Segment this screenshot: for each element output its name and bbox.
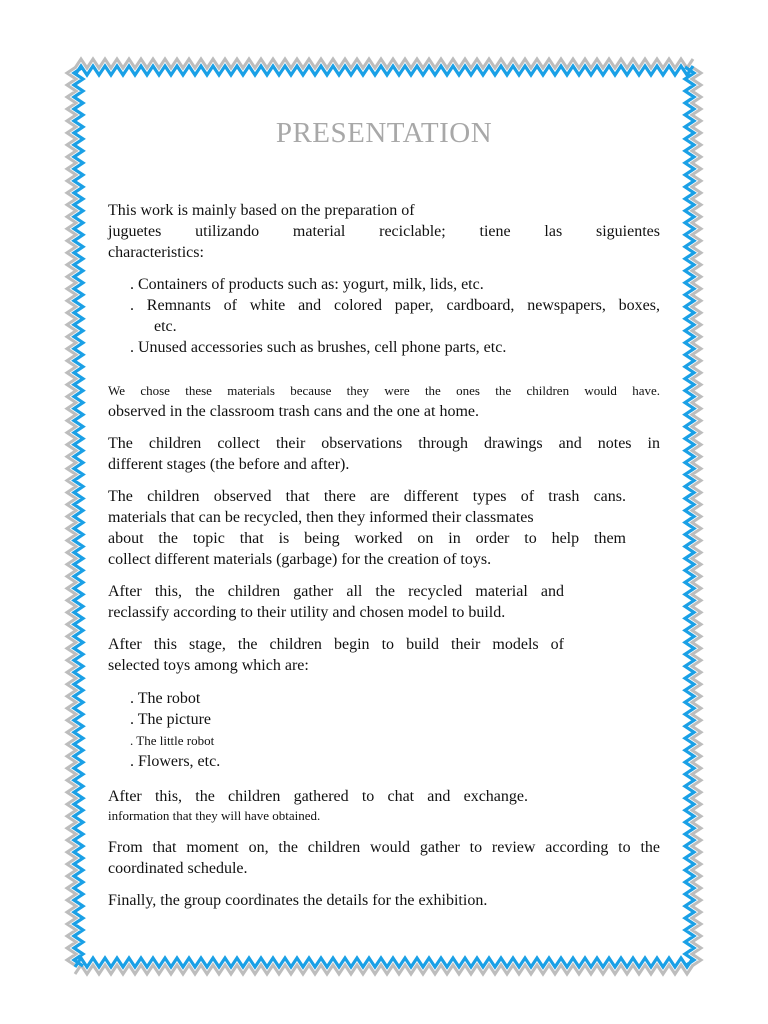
list-item: . Remnants of white and colored paper, cardboard, newspapers, boxes, (130, 297, 660, 314)
paragraph-line: After this, the children gathered to chat and exchange. (108, 788, 528, 805)
border-zigzag (74, 67, 83, 966)
paragraph-gather (108, 581, 660, 623)
paragraph-line: After this, the children gather all the recycled material and (108, 583, 564, 600)
paragraph-line: about the topic that is being worked on in order to help them (108, 530, 626, 547)
paragraph-chat (108, 786, 660, 824)
paragraph-observed (108, 486, 660, 570)
list-item: . The little robot (130, 733, 215, 748)
paragraph-line: We chose these materials because they were the ones the children would have. (108, 383, 660, 398)
paragraph-line: materials that can be recycled, then they informed their classmates (108, 509, 534, 526)
border-zigzag (75, 59, 693, 68)
border-zigzag (75, 965, 693, 974)
paragraph-stage (108, 634, 660, 676)
border-zigzag (75, 958, 693, 967)
materials-list (108, 274, 660, 358)
list-item: . The picture (130, 711, 212, 728)
paragraph-collect (108, 433, 660, 475)
paragraph-chose (108, 380, 660, 422)
toys-list (108, 688, 660, 772)
paragraph-line: collect different materials (garbage) for the creation of toys. (108, 551, 492, 568)
intro-line-2: juguetes utilizando material reciclable; tiene las siguientes (108, 223, 660, 240)
paragraph-line: reclassify according to their utility and chosen model to build. (108, 604, 506, 621)
paragraph-line: The children observed that there are different types of trash cans. (108, 488, 626, 505)
paragraph-line: From that moment on, the children would gather to review according to the (108, 839, 660, 856)
paragraph-line: Finally, the group coordinates the details for the exhibition. (108, 892, 488, 909)
paragraph-line: selected toys among which are: (108, 657, 309, 674)
list-item: . Containers of products such as: yogurt, milk, lids, etc. (130, 276, 484, 293)
page-title: PRESENTATION (275, 117, 493, 149)
paragraph-line: The children collect their observations through drawings and notes in (108, 435, 660, 452)
paragraph-moment (108, 837, 660, 879)
paragraph-line: observed in the classroom trash cans and the one at home. (108, 403, 479, 420)
list-item: . Flowers, etc. (130, 753, 221, 770)
document-body (108, 200, 660, 922)
intro-paragraph (108, 200, 660, 263)
intro-line-1: This work is mainly based on the preparation of (108, 202, 415, 219)
paragraph-line: coordinated schedule. (108, 860, 248, 877)
list-item-continuation: etc. (154, 318, 177, 335)
intro-line-3: characteristics: (108, 244, 204, 261)
paragraph-line: After this stage, the children begin to build their models of (108, 636, 564, 653)
list-item: . Unused accessories such as brushes, cell phone parts, etc. (130, 339, 507, 356)
paragraph-line: information that they will have obtained. (108, 808, 321, 823)
list-item: . The robot (130, 690, 201, 707)
border-zigzag (685, 67, 694, 966)
border-zigzag (75, 66, 693, 75)
paragraph-line: different stages (the before and after). (108, 456, 350, 473)
paragraph-final (108, 890, 660, 911)
